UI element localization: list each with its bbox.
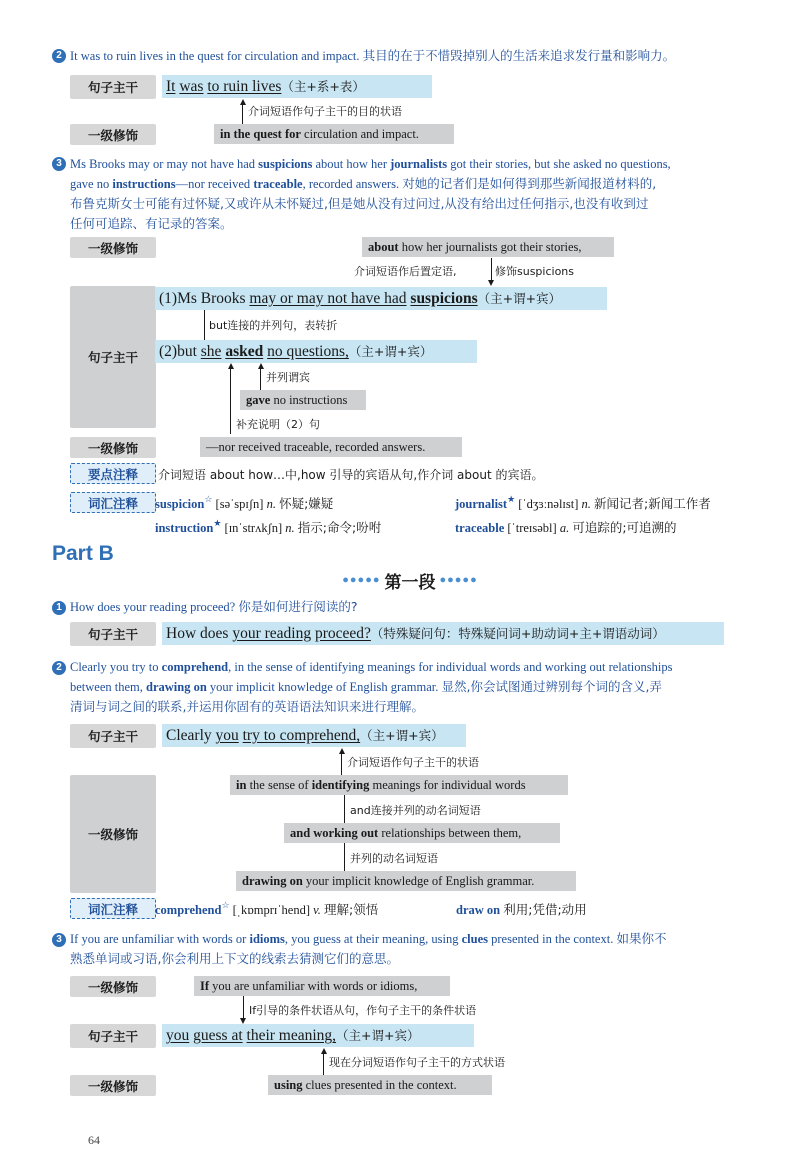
vocab-entry	[155, 900, 378, 918]
annotation: 介词短语作句子主干的目的状语	[248, 105, 402, 118]
text-cn: 清词与词之间的联系,并运用你固有的英语语法知识来进行理解。	[70, 699, 424, 714]
keyword: traceable	[253, 177, 303, 191]
modifier-bold: using	[274, 1078, 303, 1092]
vocab-word: instruction	[155, 521, 214, 535]
sentence-text	[70, 597, 357, 617]
keyword: journalists	[390, 157, 448, 171]
sentence-number: 2	[52, 661, 66, 675]
meaning: 利用;凭借;动用	[503, 902, 587, 917]
keyword: clues	[461, 932, 489, 946]
label-main-clause: 句子主干	[70, 724, 156, 748]
arrow-up-icon	[321, 1048, 327, 1054]
connector-line	[204, 310, 205, 340]
arrow-up-icon	[228, 363, 234, 369]
modifier-bold: in	[236, 778, 247, 792]
sentence-en: It was to ruin lives in the quest for circulation and impact.	[70, 49, 360, 63]
text: about how her	[312, 157, 391, 171]
annotation: 并列的动名词短语	[350, 852, 438, 865]
annotation: 补充说明（2）句	[236, 418, 320, 431]
label-key-note: 要点注释	[70, 463, 156, 484]
text: If you are unfamiliar with words or	[70, 932, 250, 946]
keyword: instructions	[112, 177, 176, 191]
arrow-up-icon	[339, 748, 345, 754]
phonetic: [ɪnˈstrʌkʃn]	[224, 521, 283, 535]
label-modifier: 一级修饰	[70, 976, 156, 997]
part-of-speech: a.	[559, 521, 570, 535]
dots-left-icon: ●●●●●	[342, 574, 381, 586]
verb: proceed?	[314, 625, 371, 642]
subject: you	[166, 1027, 190, 1044]
arrow-down-icon	[488, 280, 494, 286]
text-cn: 布鲁克斯女士可能有过怀疑,又或许从未怀疑过,但是她从没有过问过,从没有给出过任何指示,也没有收到过	[70, 196, 649, 211]
sentence-text	[70, 154, 760, 234]
conjunction: (2)but	[159, 343, 201, 360]
modifier-phrase	[236, 871, 576, 891]
annotation-text: 介词短语作后置定语,	[354, 265, 457, 278]
modifier-bold: gave	[246, 393, 271, 407]
modifier-rest: you are unfamiliar with words or idioms,	[209, 979, 418, 993]
text: , recorded answers.	[302, 177, 400, 191]
modifier-bold: in the quest for	[220, 127, 301, 141]
subject: she	[200, 343, 222, 360]
sentence-number: 3	[52, 933, 66, 947]
label-main-clause: 句子主干	[70, 622, 156, 646]
label-modifier: 一级修饰	[70, 124, 156, 145]
vocab-word: traceable	[455, 521, 505, 535]
annotation	[354, 263, 457, 279]
modifier-bold: identifying	[311, 778, 370, 792]
structure-note: （特殊疑问句：特殊疑问词+助动词+主+谓语动词）	[370, 626, 665, 641]
keyword: idioms	[249, 932, 285, 946]
modifier-rest: no instructions	[270, 393, 348, 407]
structure-note: （主+谓+宾）	[348, 344, 433, 359]
text-cn: 对她的记者们是如何得到那些新闻报道材料的,	[402, 176, 657, 191]
main-clause-2	[155, 340, 477, 363]
star-outline-icon: ☆	[221, 900, 230, 910]
modifier-rest: relationships between them,	[378, 826, 522, 840]
object: suspicions	[410, 290, 478, 307]
main-clause	[162, 622, 724, 645]
label-main-clause: 句子主干	[70, 75, 156, 99]
connector-line	[243, 996, 244, 1018]
verb: was	[179, 78, 204, 95]
modifier-rest: the sense of	[246, 778, 312, 792]
modifier-phrase	[194, 976, 450, 996]
modifier-rest: how her journalists got their stories,	[398, 240, 582, 254]
text: Ms Brooks may or may not have had	[70, 157, 259, 171]
text: between them,	[70, 680, 147, 694]
label-modifier: 一级修饰	[70, 1075, 156, 1096]
vocab-word: comprehend	[155, 903, 222, 917]
text-cn: 熟悉单词或习语,你会利用上下文的线索去猜测它们的意思。	[70, 951, 399, 966]
text: got their stories, but she asked no questions,	[447, 157, 671, 171]
part-of-speech: v.	[313, 903, 321, 917]
label-modifier: 一级修饰	[70, 437, 156, 458]
annotation: 修饰suspicions	[495, 265, 575, 278]
modifier-phrase	[268, 1075, 492, 1095]
modifier-phrase	[230, 775, 568, 795]
connector-line	[260, 368, 261, 390]
vocab-entry	[155, 494, 333, 512]
label-vocabulary: 词汇注释	[70, 898, 156, 919]
annotation: 现在分词短语作句子主干的方式状语	[329, 1056, 505, 1069]
modifier-rest: clues presented in the context.	[302, 1078, 457, 1092]
modifier-bold: and working out	[290, 826, 379, 840]
annotation: and连接并列的动名词短语	[350, 804, 481, 817]
label-modifier: 一级修饰	[70, 775, 156, 893]
text-cn: 任何可追踪、有记录的答案。	[70, 216, 233, 231]
part-of-speech: n.	[266, 497, 276, 511]
modifier-bold: drawing on	[242, 874, 303, 888]
keyword: drawing on	[146, 680, 207, 694]
sentence-text	[70, 657, 770, 717]
structure-note: （主+谓+宾）	[336, 1028, 420, 1043]
vocab-word: draw on	[456, 903, 501, 917]
verb: guess at	[193, 1027, 243, 1044]
page-number: 64	[88, 1133, 100, 1147]
verb: may or may not have had	[249, 290, 407, 307]
keyword: suspicions	[258, 157, 313, 171]
text: gave no	[70, 177, 113, 191]
sentence-number: 3	[52, 157, 66, 171]
vocab-entry	[155, 518, 381, 536]
main-clause	[162, 1024, 474, 1047]
verb-object: try to comprehend,	[242, 727, 361, 744]
annotation: If引导的条件状语从句，作句子主干的条件状语	[249, 1004, 477, 1017]
sentence-en: How does your reading proceed?	[70, 600, 236, 614]
question-word: How does	[166, 625, 233, 642]
star-filled-icon: ★	[213, 518, 222, 528]
phonetic: [ˈtreɪsəbl]	[507, 521, 557, 535]
dots-right-icon: ●●●●●	[439, 574, 478, 586]
annotation: 介词短语作句子主干的状语	[347, 756, 479, 769]
text: your implicit knowledge of English grammar.	[206, 680, 439, 694]
verb: asked	[225, 343, 264, 360]
label-vocabulary: 词汇注释	[70, 492, 156, 513]
connector-line	[230, 368, 231, 434]
label-main-clause: 句子主干	[70, 286, 156, 428]
subject: your reading	[232, 625, 312, 642]
modifier-rest: circulation and impact.	[300, 127, 419, 141]
text: , you guess at their meaning, using	[284, 932, 462, 946]
modifier-bold: about	[368, 240, 399, 254]
meaning: 指示;命令;吩咐	[297, 520, 382, 535]
modifier-phrase	[214, 124, 454, 144]
sentence-text	[70, 929, 770, 969]
connector-line	[341, 753, 342, 775]
modifier-rest: your implicit knowledge of English grammar.	[302, 874, 535, 888]
label-modifier: 一级修饰	[70, 237, 156, 258]
object: their meaning,	[246, 1027, 337, 1044]
structure-note: （主+谓+宾）	[477, 291, 562, 306]
connector-line	[344, 795, 345, 823]
modifier-phrase	[284, 823, 560, 843]
subject: you	[215, 727, 239, 744]
structure-note: （主+谓+宾）	[360, 728, 444, 743]
keyword: comprehend	[161, 660, 229, 674]
phonetic: [ˌkɒmprɪˈhend]	[232, 903, 310, 917]
meaning: 怀疑;嫌疑	[279, 496, 334, 511]
sentence-text	[70, 46, 675, 66]
main-clause	[162, 724, 466, 747]
connector-line	[323, 1053, 324, 1075]
sentence-cn: 你是如何进行阅读的?	[238, 599, 358, 614]
phonetic: [səˈspɪʃn]	[215, 497, 264, 511]
vocab-word: journalist	[455, 497, 508, 511]
modifier-rest: meanings for individual words	[369, 778, 526, 792]
main-clause	[162, 75, 432, 98]
text-cn: 如果你不	[616, 931, 667, 946]
label-main-clause: 句子主干	[70, 1024, 156, 1048]
part-title: Part B	[52, 542, 114, 565]
arrow-up-icon	[258, 363, 264, 369]
text-cn: 显然,你会试图通过辨别每个词的含义,弄	[441, 679, 662, 694]
main-clause-1	[155, 287, 607, 310]
vocab-entry	[456, 900, 587, 918]
sentence-cn: 其目的在于不惜毁掉别人的生活来追求发行量和影响力。	[362, 48, 676, 63]
star-outline-icon: ☆	[204, 494, 213, 504]
modifier-phrase	[362, 237, 614, 257]
part-of-speech: n.	[285, 521, 295, 535]
meaning: 可追踪的;可追溯的	[572, 520, 677, 535]
object: no questions,	[267, 343, 349, 360]
section-title: 第一段	[384, 572, 436, 593]
text: —nor received	[175, 177, 254, 191]
phonetic: [ˈdʒɜːnəlɪst]	[518, 497, 579, 511]
subject: It	[166, 78, 176, 95]
connector-line	[242, 104, 243, 126]
annotation: but连接的并列句，表转折	[209, 319, 338, 332]
subject: (1)Ms Brooks	[159, 290, 250, 307]
predicative: to ruin lives	[207, 78, 282, 95]
structure-note: （主+系+表）	[281, 79, 365, 94]
vocab-entry	[455, 518, 677, 536]
modifier-bold: If	[200, 979, 210, 993]
adverb: Clearly	[166, 727, 216, 744]
vocab-entry	[455, 494, 711, 512]
connector-line	[344, 843, 345, 871]
text: Clearly you try to	[70, 660, 162, 674]
text: , in the sense of identifying meanings for individual words and working out relationships	[228, 660, 673, 674]
text: presented in the context.	[488, 932, 614, 946]
sentence-number: 1	[52, 601, 66, 615]
vocab-word: suspicion	[155, 497, 205, 511]
sentence-number: 2	[52, 49, 66, 63]
modifier-phrase	[240, 390, 366, 410]
connector-line	[491, 258, 492, 280]
part-of-speech: n.	[581, 497, 591, 511]
section-heading	[320, 568, 500, 592]
meaning: 理解;领悟	[323, 902, 379, 917]
star-filled-icon: ★	[507, 494, 516, 504]
key-note-text: 介词短语 about how…中,how 引导的宾语从句,作介词 about 的宾语。	[158, 468, 544, 482]
arrow-up-icon	[240, 99, 246, 105]
modifier-phrase: —nor received traceable, recorded answers.	[200, 437, 462, 457]
meaning: 新闻记者;新闻工作者	[594, 496, 711, 511]
annotation: 并列谓宾	[266, 371, 310, 384]
